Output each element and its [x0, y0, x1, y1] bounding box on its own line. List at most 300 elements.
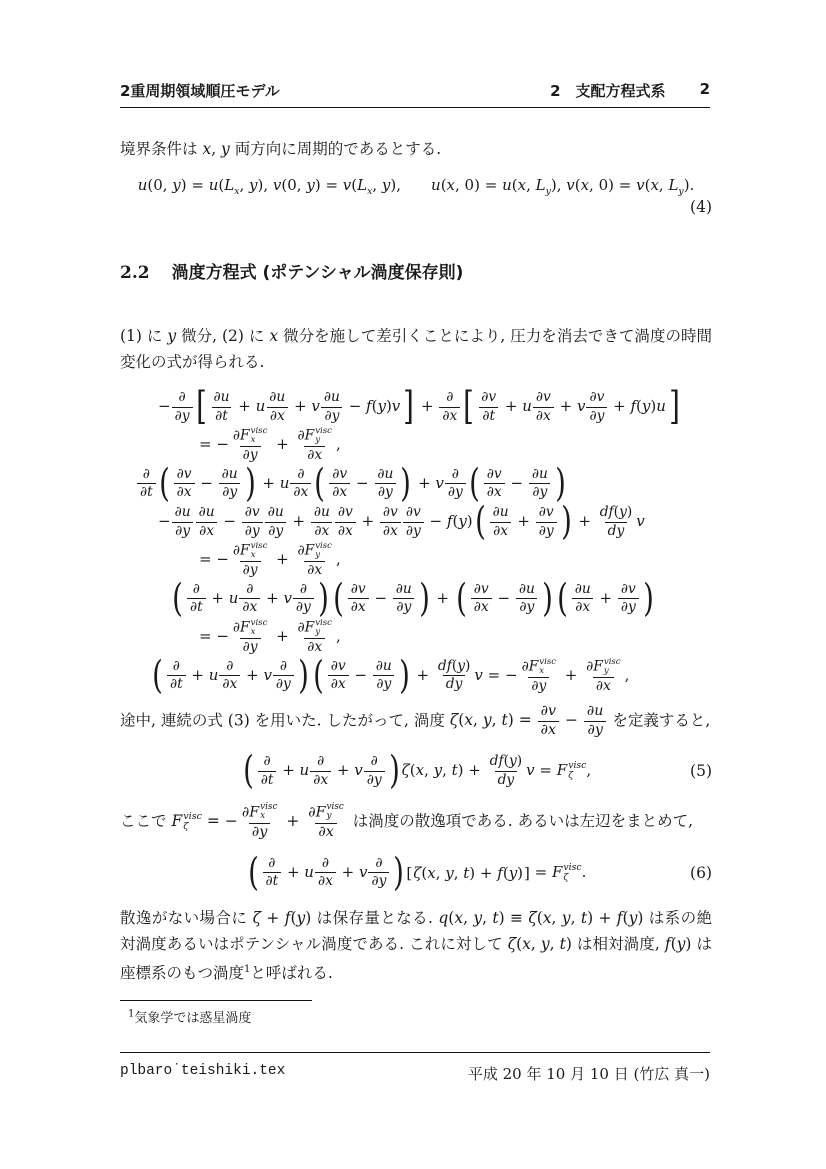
math-run: v — [311, 397, 320, 416]
denominator — [293, 598, 314, 615]
math-run: ∂y — [275, 676, 291, 693]
numerator — [403, 505, 424, 521]
superscript-subscript — [251, 542, 268, 560]
open-delimiter: [ — [406, 863, 413, 882]
math-run: visc — [539, 656, 557, 667]
numerator — [586, 390, 607, 406]
fraction — [210, 390, 232, 424]
paragraph-dissipation-term — [120, 803, 712, 841]
subscript — [183, 822, 188, 832]
math-run: ∂y — [222, 484, 238, 501]
math-run: , — [372, 176, 382, 194]
math-run: ∂x — [330, 676, 346, 693]
denominator — [242, 522, 263, 539]
group-content — [326, 659, 397, 693]
fraction — [583, 658, 623, 694]
math-run: + — [186, 665, 209, 684]
math-run: (0, — [281, 176, 307, 194]
fraction — [364, 754, 385, 788]
math-run: x — [464, 711, 474, 730]
math-run: ( — [451, 657, 458, 674]
math-run: visc — [183, 810, 202, 822]
superscript-subscript — [563, 863, 581, 883]
math-run: , — [453, 863, 464, 882]
math-run: y — [508, 863, 518, 882]
math-run: ), — [257, 176, 273, 194]
open-delimiter: ( — [312, 652, 324, 698]
subscript — [260, 812, 265, 821]
math-run: x — [522, 935, 531, 954]
math-run: x — [202, 140, 212, 158]
superscript-subscript — [315, 427, 332, 445]
math-run: − — [351, 473, 374, 492]
math-run: ∂ — [232, 542, 241, 559]
group-content — [570, 582, 641, 616]
numerator — [335, 505, 356, 521]
superscript-subscript — [251, 619, 268, 637]
math-run: ∂v — [244, 504, 260, 521]
math-run: ∂u — [269, 389, 286, 406]
numerator — [243, 582, 256, 598]
math-run: y — [445, 863, 454, 882]
math-run: u — [522, 397, 532, 416]
denominator — [348, 598, 369, 615]
math-run: ) — [466, 512, 473, 531]
math-run: ∂v — [382, 504, 398, 521]
math-run: F — [240, 619, 250, 636]
numerator — [484, 467, 505, 483]
text-run: 微分, (2) に — [176, 327, 270, 345]
math-run: ∂u — [375, 657, 392, 674]
math-run: ∂t — [140, 484, 153, 501]
math-run: ∂y — [366, 771, 382, 788]
denominator — [529, 483, 550, 500]
equation-row — [120, 176, 712, 197]
math-run: visc — [563, 862, 582, 874]
math-run: v — [272, 176, 282, 194]
open-delimiter: [ — [463, 384, 475, 429]
math-run: ∂v — [176, 465, 192, 482]
superscript-subscript — [568, 761, 586, 781]
numerator — [516, 582, 538, 598]
math-run: ∂x — [575, 599, 591, 616]
numerator — [443, 390, 456, 406]
bracket-group — [241, 747, 402, 793]
math-run: u — [137, 176, 148, 194]
fraction — [348, 582, 369, 616]
math-run: visc — [315, 618, 332, 629]
denominator — [328, 675, 349, 692]
fraction — [435, 659, 474, 693]
group-content — [488, 505, 559, 539]
superscript-subscript — [327, 803, 344, 822]
script-base — [305, 620, 315, 636]
math-run: t — [492, 909, 499, 928]
script-base — [171, 812, 182, 830]
math-run: u — [431, 176, 441, 194]
numerator — [449, 467, 462, 483]
math-run: F — [304, 619, 315, 636]
math-run: v — [576, 397, 586, 416]
open-delimiter: ( — [152, 652, 163, 698]
equation-line — [158, 384, 712, 429]
math-run: f — [446, 512, 453, 531]
numerator — [490, 505, 512, 521]
fraction — [187, 582, 206, 616]
math-run: ( — [511, 176, 518, 194]
math-run: F — [240, 542, 250, 559]
math-run: v — [283, 588, 292, 607]
script-base — [240, 620, 250, 636]
denominator — [368, 872, 389, 889]
math-run: , 0) = — [455, 176, 503, 194]
math-run: − — [158, 512, 171, 531]
denominator — [290, 483, 311, 500]
math-run: x — [260, 811, 266, 822]
math-run: , — [211, 140, 222, 158]
math-run: ∂x — [486, 484, 502, 501]
fraction — [265, 505, 287, 539]
numerator — [242, 505, 263, 521]
math-run: − — [343, 397, 367, 416]
equation-number-row — [120, 198, 712, 216]
math-run: + — [413, 473, 436, 492]
bracket-group — [461, 384, 682, 429]
math-run: ∂y — [405, 522, 421, 539]
math-run: visc — [326, 802, 344, 813]
numerator — [294, 467, 307, 483]
math-run: − — [560, 711, 583, 730]
math-run: + — [500, 397, 523, 416]
math-run: ∂ — [370, 753, 378, 770]
math-run: ∂y — [538, 522, 554, 539]
numerator — [372, 856, 385, 872]
fraction — [478, 390, 499, 424]
script-base — [557, 761, 567, 779]
math-run: ∂x — [332, 484, 348, 501]
script-base — [240, 543, 250, 559]
paragraph-boundary-conditions — [120, 136, 712, 162]
bracket-group — [454, 575, 555, 621]
subscript — [315, 628, 320, 637]
numerator — [583, 658, 623, 677]
math-run: dy — [607, 522, 625, 539]
numerator — [584, 704, 607, 721]
numerator — [305, 803, 347, 823]
close-delimiter: ) — [317, 575, 329, 621]
denominator — [403, 522, 424, 539]
math-run: ∂v — [486, 465, 502, 482]
numerator — [294, 619, 334, 638]
subscript — [568, 771, 573, 781]
math-run: ) + — [457, 761, 486, 780]
math-run: , — [530, 935, 541, 954]
bracket-group — [311, 652, 412, 698]
denominator — [196, 522, 217, 539]
math-run: ∂x — [337, 522, 353, 539]
math-run: x — [446, 176, 456, 194]
math-run: ∂x — [382, 522, 398, 539]
math-run: y — [306, 176, 315, 194]
equation-content — [246, 849, 587, 895]
math-run: , — [335, 627, 341, 646]
fraction — [516, 582, 538, 616]
math-run: + — [257, 473, 280, 492]
numerator — [478, 390, 499, 406]
fraction — [373, 659, 395, 693]
fraction — [380, 505, 401, 539]
math-run: ∂ — [451, 465, 459, 482]
math-run: , — [442, 761, 452, 780]
group-content — [185, 582, 316, 616]
denominator — [219, 675, 240, 692]
math-run: , — [463, 909, 474, 928]
math-run: ∂ — [521, 658, 529, 675]
math-run: ∂ — [268, 854, 276, 871]
header-document-title: 2重周期領域順圧モデル — [120, 82, 280, 100]
math-run: ∂x — [176, 484, 192, 501]
equation-line — [199, 427, 712, 463]
math-run: ∂x — [313, 771, 329, 788]
group-content — [327, 467, 398, 501]
math-run: , — [335, 435, 341, 454]
math-run: F — [304, 427, 315, 444]
math-run: + — [289, 397, 312, 416]
math-run: ∂ — [586, 658, 594, 675]
inline-math — [269, 327, 278, 345]
denominator — [479, 407, 498, 424]
math-run: ∂x — [242, 599, 258, 616]
script-base — [305, 428, 315, 444]
text-run: 両方向に周期的であるとする. — [229, 140, 442, 158]
math-run: ∂ — [446, 389, 454, 406]
numerator — [471, 582, 492, 598]
bracket-group — [157, 460, 258, 506]
fraction — [315, 856, 336, 890]
math-run: y — [458, 512, 467, 531]
equation-line — [150, 652, 712, 698]
math-run: ∂ — [297, 619, 305, 636]
fraction — [172, 505, 194, 539]
math-run: ∂x — [540, 721, 557, 738]
denominator — [311, 522, 332, 539]
numerator — [597, 505, 636, 521]
math-run: v — [342, 176, 352, 194]
math-run: ∂ — [232, 427, 241, 444]
close-delimiter: ) — [398, 652, 410, 698]
math-run: ∂x — [307, 562, 323, 579]
text-run: 散逸がない場合に — [120, 909, 253, 928]
denominator — [267, 407, 288, 424]
math-run: F — [556, 761, 568, 780]
bracket-group — [473, 499, 574, 545]
equation-line — [199, 619, 712, 655]
numerator — [175, 390, 188, 406]
fraction — [219, 659, 240, 693]
denominator — [172, 522, 193, 539]
math-run: + — [261, 588, 284, 607]
numerator — [140, 467, 153, 483]
math-run: y — [296, 909, 306, 928]
math-run: x — [250, 435, 256, 446]
bracket-group — [194, 384, 417, 429]
math-run: ζ — [568, 770, 574, 782]
math-run: − — [505, 473, 528, 492]
math-run: ∂ — [226, 657, 234, 674]
math-run: + — [271, 627, 294, 646]
superscript-subscript — [315, 619, 332, 637]
math-run: ) — [465, 657, 471, 674]
math-run: x — [427, 863, 436, 882]
denominator — [240, 561, 261, 578]
header-page-number: 2 — [699, 80, 710, 98]
fraction — [219, 467, 241, 501]
math-run: − — [195, 473, 218, 492]
math-run: ∂x — [535, 407, 551, 424]
math-run: ) = — [507, 711, 537, 730]
denominator — [137, 483, 156, 500]
math-run: u — [304, 862, 314, 881]
fraction — [310, 754, 331, 788]
text-run: (1) に — [120, 327, 168, 345]
math-run: dy — [497, 771, 515, 788]
math-run: ∂ — [321, 854, 329, 871]
numerator — [321, 390, 343, 406]
math-run: ) = — [180, 176, 209, 194]
denominator — [315, 872, 336, 889]
footnote-rule — [120, 1000, 312, 1001]
text-run: 途中, 連続の式 (3) を用いた. したがって, 渦度 — [120, 711, 450, 730]
close-delimiter: ) — [541, 575, 553, 621]
math-run: ∂u — [221, 465, 238, 482]
fraction — [294, 542, 334, 578]
script-base — [305, 543, 315, 559]
math-run: v — [435, 473, 444, 492]
math-run: y — [641, 397, 651, 416]
math-run: f — [497, 863, 503, 882]
math-run: ∂y — [447, 484, 463, 501]
math-run: , — [570, 909, 581, 928]
numerator — [294, 542, 334, 561]
denominator — [172, 407, 193, 424]
math-run: + — [206, 588, 229, 607]
fraction — [137, 467, 156, 501]
text-run: は相対渦度, — [571, 935, 665, 954]
denominator — [373, 675, 394, 692]
equation-line — [170, 575, 712, 621]
math-run: v — [474, 665, 483, 684]
close-delimiter: ) — [642, 575, 654, 621]
math-run: ), — [550, 176, 567, 194]
math-run: y — [381, 176, 391, 194]
math-run: ∂v — [481, 389, 497, 406]
math-run: ∂t — [215, 407, 228, 424]
math-run: x — [539, 665, 545, 676]
fraction — [258, 754, 277, 788]
subscript — [315, 436, 320, 445]
denominator — [273, 675, 294, 692]
math-run: + — [261, 909, 285, 928]
math-run: F — [593, 658, 603, 675]
math-run: ∂u — [395, 581, 412, 598]
math-run: f — [616, 909, 623, 928]
math-run: y — [676, 935, 686, 954]
numerator — [261, 754, 274, 770]
math-run: ) — [565, 935, 572, 954]
math-run: y — [315, 627, 321, 638]
numerator — [487, 754, 526, 770]
math-run: y — [172, 176, 181, 194]
math-run: y — [482, 711, 492, 730]
math-run: ∂u — [174, 504, 191, 521]
math-run: ) — [626, 504, 633, 521]
fraction — [305, 803, 347, 841]
denominator — [174, 483, 195, 500]
group-content — [469, 582, 540, 616]
math-run: x — [269, 327, 279, 345]
close-delimiter: ) — [418, 575, 430, 621]
fraction — [584, 704, 607, 739]
math-run: visc — [250, 541, 268, 552]
denominator — [495, 771, 518, 788]
footnote-text: 気象学では惑星渦度 — [134, 1011, 252, 1027]
math-run: ∂x — [314, 522, 330, 539]
math-run: ∂u — [313, 504, 330, 521]
math-run: = − — [202, 811, 238, 830]
denominator — [380, 522, 401, 539]
open-delimiter: ( — [332, 575, 344, 621]
math-run: y — [315, 550, 321, 561]
math-run: ∂ — [297, 542, 305, 559]
math-run: ), — [390, 176, 432, 194]
math-run: u — [208, 176, 219, 194]
math-run: ∂v — [332, 465, 348, 482]
fraction — [533, 390, 554, 424]
math-run: L — [357, 176, 368, 194]
math-run: y — [326, 811, 332, 822]
inline-math — [171, 802, 347, 840]
math-run: ∂v — [405, 504, 421, 521]
close-delimiter: ) — [244, 460, 256, 506]
math-run: F — [249, 804, 260, 821]
math-run: ζ — [449, 711, 459, 730]
math-run: ∂u — [518, 581, 535, 598]
math-run: v — [636, 176, 645, 194]
math-run: u — [228, 588, 239, 607]
numerator — [196, 505, 218, 521]
close-delimiter: ) — [297, 652, 309, 698]
text-run: を定義すると, — [607, 711, 711, 730]
math-run: u — [299, 761, 310, 780]
math-run: ( — [502, 863, 509, 882]
math-run: ∂y — [532, 484, 548, 501]
math-run: y — [561, 909, 571, 928]
math-run: ( — [218, 176, 225, 194]
bracket-group — [150, 652, 311, 698]
math-run: ( — [351, 176, 358, 194]
math-run: t — [451, 761, 458, 780]
fraction — [239, 582, 260, 616]
numerator — [172, 505, 194, 521]
math-run: ) — [516, 753, 523, 770]
fraction — [487, 754, 526, 788]
math-run: u — [279, 473, 290, 492]
denominator — [335, 522, 356, 539]
equation-6 — [120, 849, 712, 895]
close-delimiter: ] — [669, 384, 680, 429]
math-run: f — [284, 909, 291, 928]
math-run: ζ — [183, 820, 189, 832]
